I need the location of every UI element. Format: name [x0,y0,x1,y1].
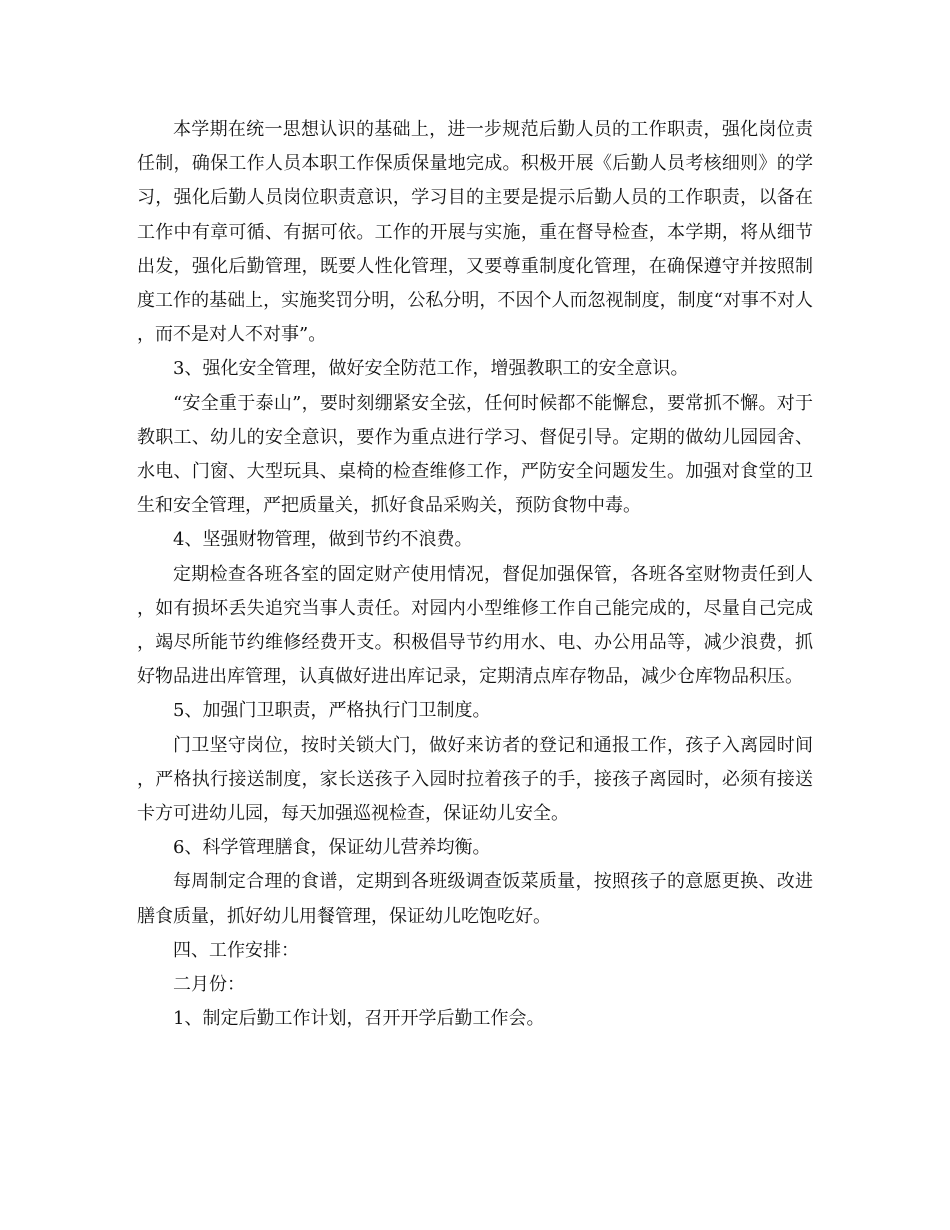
heading-gatekeeper: 5、加强门卫职责，严格执行门卫制度。 [173,700,491,722]
paragraph-property: 定期检查各班各室的固定财产使用情况，督促加强保管，各班各室财物责任到人，如有损坏丢失追究当事人责任。对园内小型维修工作自己能完成的，尽量自己完成，竭尽所能节约维修经费开支。积极倡导节约用水、电、办公用品等，减少浪费，抓好物品进出库管理，认真做好进出库记录，定期清点库存物品，减少仓库物品积压。 [137,563,813,688]
paragraph-staff-duties: 本学期在统一思想认识的基础上，进一步规范后勤人员的工作职责，强化岗位责任制，确保工作人员本职工作保质保量地完成。积极开展《后勤人员考核细则》的学习，强化后勤人员岗位职责意识，学习目的主要是提示后勤人员的工作职责，以备在工作中有章可循、有据可依。工作的开展与实施，重在督导检查，本学期，将从细节出发，强化后勤管理，既要人性化管理，又要尊重制度化管理，在确保遵守并按照制度工作的基础上，实施奖罚分明，公私分明，不因个人而忽视制度，制度“对事不对人，而不是对人不对事”。 [137,119,813,346]
paragraph-meals: 每周制定合理的食谱，定期到各班级调查饭菜质量，按照孩子的意愿更换、改进膳食质量，抓好幼儿用餐管理，保证幼儿吃饱吃好。 [137,871,813,927]
paragraph-safety: “安全重于泰山”，要时刻绷紧安全弦，任何时候都不能懈怠，要常抓不懈。对于教职工、幼儿的安全意识，要作为重点进行学习、督促引导。定期的做幼儿园园舍、水电、门窗、大型玩具、桌椅的检查维修工作，严防安全问题发生。加强对食堂的卫生和安全管理，严把质量关，抓好食品采购关，预防食物中毒。 [137,392,813,517]
heading-meals: 6、科学管理膳食，保证幼儿营养均衡。 [173,837,491,859]
paragraph-gatekeeper: 门卫坚守岗位，按时关锁大门，做好来访者的登记和通报工作，孩子入离园时间，严格执行接送制度，家长送孩子入园时拉着孩子的手，接孩子离园时，必须有接送卡方可进幼儿园，每天加强巡视检查，保证幼儿安全。 [137,734,813,825]
heading-february: 二月份： [173,974,245,996]
document-body [137,113,813,1036]
list-item-february-1: 1、制定后勤工作计划，召开开学后勤工作会。 [173,1008,545,1030]
heading-safety-management: 3、强化安全管理，做好安全防范工作，增强教职工的安全意识。 [173,358,689,380]
heading-work-schedule: 四、工作安排： [173,939,299,961]
heading-property-management: 4、坚强财物管理，做到节约不浪费。 [173,529,473,551]
